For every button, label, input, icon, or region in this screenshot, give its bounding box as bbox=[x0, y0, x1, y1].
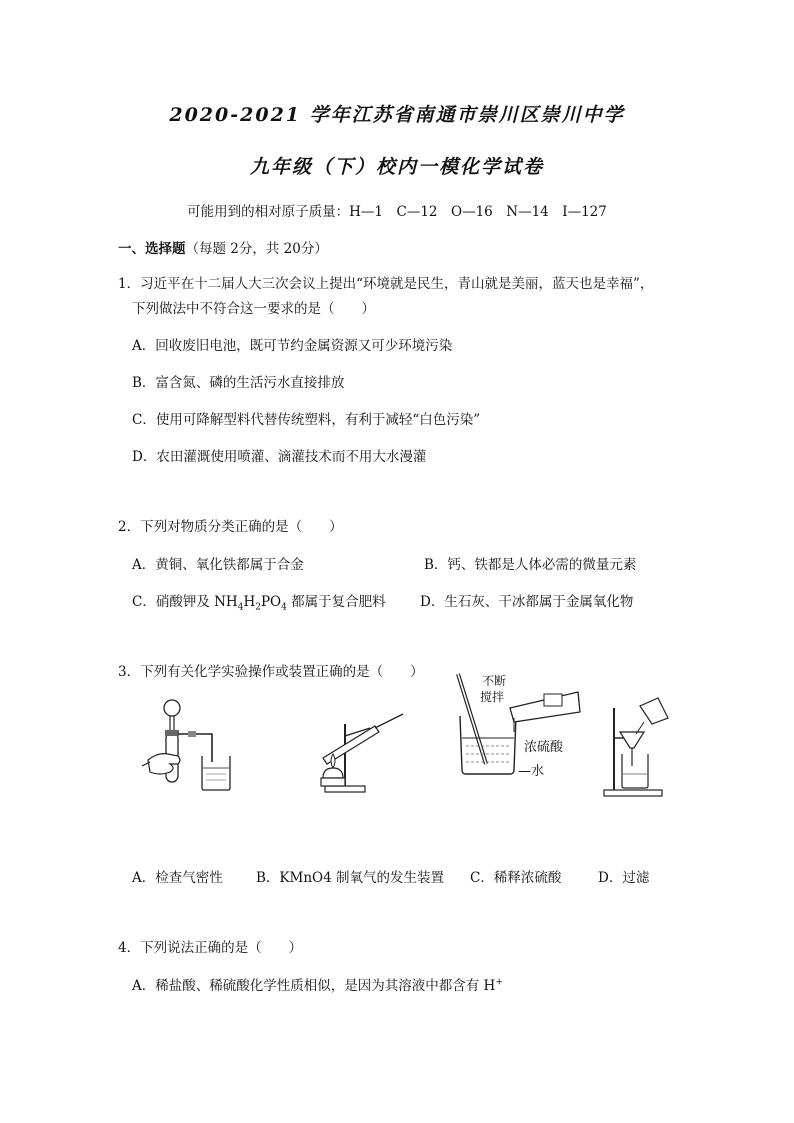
q3-stem: 3．下列有关化学实验操作或装置正确的是（ ） bbox=[118, 664, 424, 680]
figure-dilute-sulfuric-acid bbox=[452, 672, 582, 787]
q3-option-a: A．检查气密性 bbox=[132, 870, 223, 886]
q2-option-c-h: H bbox=[243, 594, 256, 610]
q1-option-d: D．农田灌溉使用喷灌、滴灌技术而不用大水漫灌 bbox=[132, 449, 427, 465]
exam-title-line2: 九年级（下）校内一模化学试卷 bbox=[249, 156, 544, 178]
figure-filtration bbox=[600, 694, 680, 800]
q2-sub-1: 4 bbox=[237, 602, 244, 613]
q4-option-a bbox=[132, 974, 503, 994]
label-water: —水 bbox=[518, 764, 545, 779]
label-stir-line1: 不断 bbox=[482, 674, 507, 688]
q2-option-c-po: PO bbox=[260, 594, 282, 610]
q1-stem-line2: 下列做法中不符合这一要求的是（ ） bbox=[132, 301, 375, 317]
exam-title-line1: 2020-2021 学年江苏省南通市崇川区崇川中学 bbox=[169, 104, 625, 126]
q2-option-b: B．钙、铁都是人体必需的微量元素 bbox=[424, 557, 637, 573]
figure-airtightness-check bbox=[140, 690, 250, 800]
label-conc-sulfuric-acid: 浓硫酸 bbox=[524, 740, 564, 755]
q2-option-c-post: 都属于复合肥料 bbox=[286, 594, 386, 610]
q1-option-a: A．回收废旧电池，既可节约金属资源又可少环境污染 bbox=[132, 338, 453, 354]
label-stir-line2: 搅拌 bbox=[480, 690, 505, 704]
atomic-masses: 可能用到的相对原子质量：H—1 C—12 O—16 N—14 I—127 bbox=[187, 204, 607, 220]
q2-option-d: D．生石灰、干冰都属于金属氧化物 bbox=[420, 594, 634, 610]
q3-option-b: B．KMnO4 制氧气的发生装置 bbox=[256, 870, 444, 886]
q3-option-c: C．稀释浓硫酸 bbox=[470, 870, 562, 886]
q4-option-a-sup: + bbox=[495, 977, 503, 988]
section-heading-bold: 一、选择题 bbox=[118, 241, 186, 257]
section-heading-rest: （每题 2分，共 20分） bbox=[185, 241, 328, 257]
q2-option-c-pre: C．硝酸钾及 NH bbox=[132, 594, 238, 610]
q2-stem: 2．下列对物质分类正确的是（ ） bbox=[118, 519, 343, 535]
section-heading bbox=[118, 237, 328, 257]
q1-option-c: C．使用可降解型料代替传统塑料，有利于减轻“白色污染” bbox=[132, 412, 481, 428]
q2-sub-3: 4 bbox=[281, 602, 287, 613]
q4-stem: 4．下列说法正确的是（ ） bbox=[118, 940, 303, 956]
q1-option-b: B．富含氮、磷的生活污水直接排放 bbox=[132, 375, 345, 391]
q2-option-a: A．黄铜、氧化铁都属于合金 bbox=[132, 557, 304, 573]
q3-option-d: D．过滤 bbox=[598, 870, 650, 886]
q2-option-c bbox=[132, 590, 386, 613]
q4-option-a-text: A．稀盐酸、稀硫酸化学性质相似，是因为其溶液中都含有 H bbox=[132, 978, 496, 994]
q2-sub-2: 2 bbox=[255, 602, 261, 613]
figure-kmno4-apparatus bbox=[315, 706, 415, 796]
q1-stem-line1: 1．习近平在十二届人大三次会议上提出“环境就是民生，青山就是美丽，蓝天也是幸福”， bbox=[118, 276, 654, 292]
